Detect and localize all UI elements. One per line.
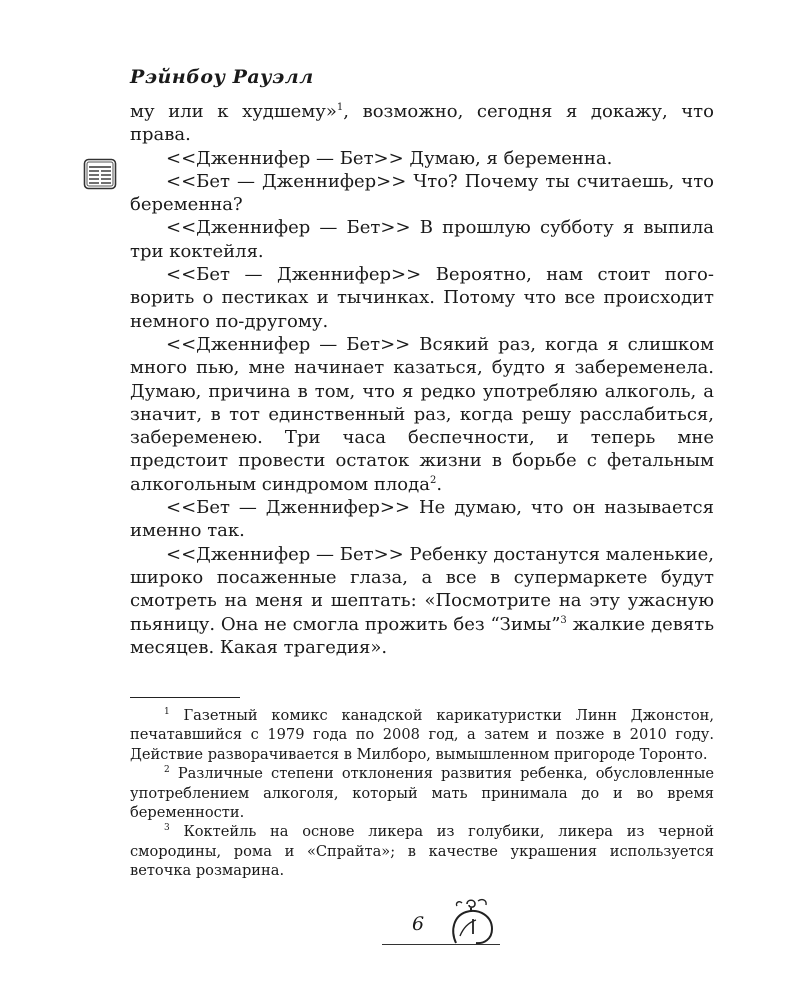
paragraph: <<Бет — Дженнифер>> Вероятно, нам стоит поговорить о пестиках и тычинках. Потому что все происходит немного по-другому. (130, 264, 714, 332)
page-number: 6 (412, 913, 425, 935)
paragraph: <<Дженнифер — Бет>> Думаю, я беременна. (166, 147, 613, 169)
footnote-ref: 1 (336, 102, 344, 113)
paragraph: <<Дженнифер — Бет>> В прошлую субботу я выпила три коктейля. (130, 217, 714, 262)
footnote-ref: 3 (560, 614, 567, 626)
paragraph: <<Дженнифер — Бет>> Всякий раз, когда я слишком много пью, мне начинает казаться, будто я забеременела. Думаю, причина в том, что я редко употребляю алкоголь, а значит, в тот единственный раз, когда решу расслабиться, забеременею. Три часа беспечности, и теперь мне предстоит провести остаток жизни в борьбе с фетальным алкогольным синдромом плода$^2$. (130, 333, 714, 495)
paragraph: <<Дженнифер — Бет>> Ребенку достанутся маленькие, широко посаженные глаза, а все в супермаркете будут смотреть на меня и шептать: «Посмотрите на эту ужасную пьяницу. Она не смогла прожить без “Зимы”$^3$ жалкие девять месяцев. Какая трагедия». (130, 543, 714, 658)
footnote-ref: 2 (429, 474, 437, 486)
footnote-separator (130, 697, 240, 698)
stopwatch-ornament-icon (446, 896, 500, 946)
running-header-author: Рэйнбоу Рауэлл (130, 66, 314, 88)
body-text (130, 100, 714, 659)
footnote: $^2$ Различные степени отклонения развития ребенка, обусловленные употреблением алкоголя, который мать принимала до и во время беременности. (130, 765, 714, 822)
paragraph: му или к худшему»$^1$, возможно, сегодня я докажу, что права. (130, 101, 714, 146)
paragraph: <<Бет — Дженнифер>> Не думаю, что он называется именно так. (130, 497, 714, 542)
page-number-rule (382, 944, 500, 945)
message-log-icon (83, 158, 117, 190)
footnote: $^3$ Коктейль на основе ликера из голубики, ликера из черной смородины, рома и «Спрайта»; в качестве украшения используется веточка розмарина. (130, 823, 714, 880)
paragraph: <<Бет — Дженнифер>> Что? Почему ты считаешь, что беременна? (130, 170, 714, 216)
footnote: $^1$ Газетный комикс канадской карикатуристки Линн Джонстон, печатавшийся с 1979 года по 2008 год, а затем и позже в 2010 году. Действие разворачивается в Милборо, вымышленном пригороде Торонто. (130, 707, 714, 763)
footnotes (130, 706, 714, 881)
